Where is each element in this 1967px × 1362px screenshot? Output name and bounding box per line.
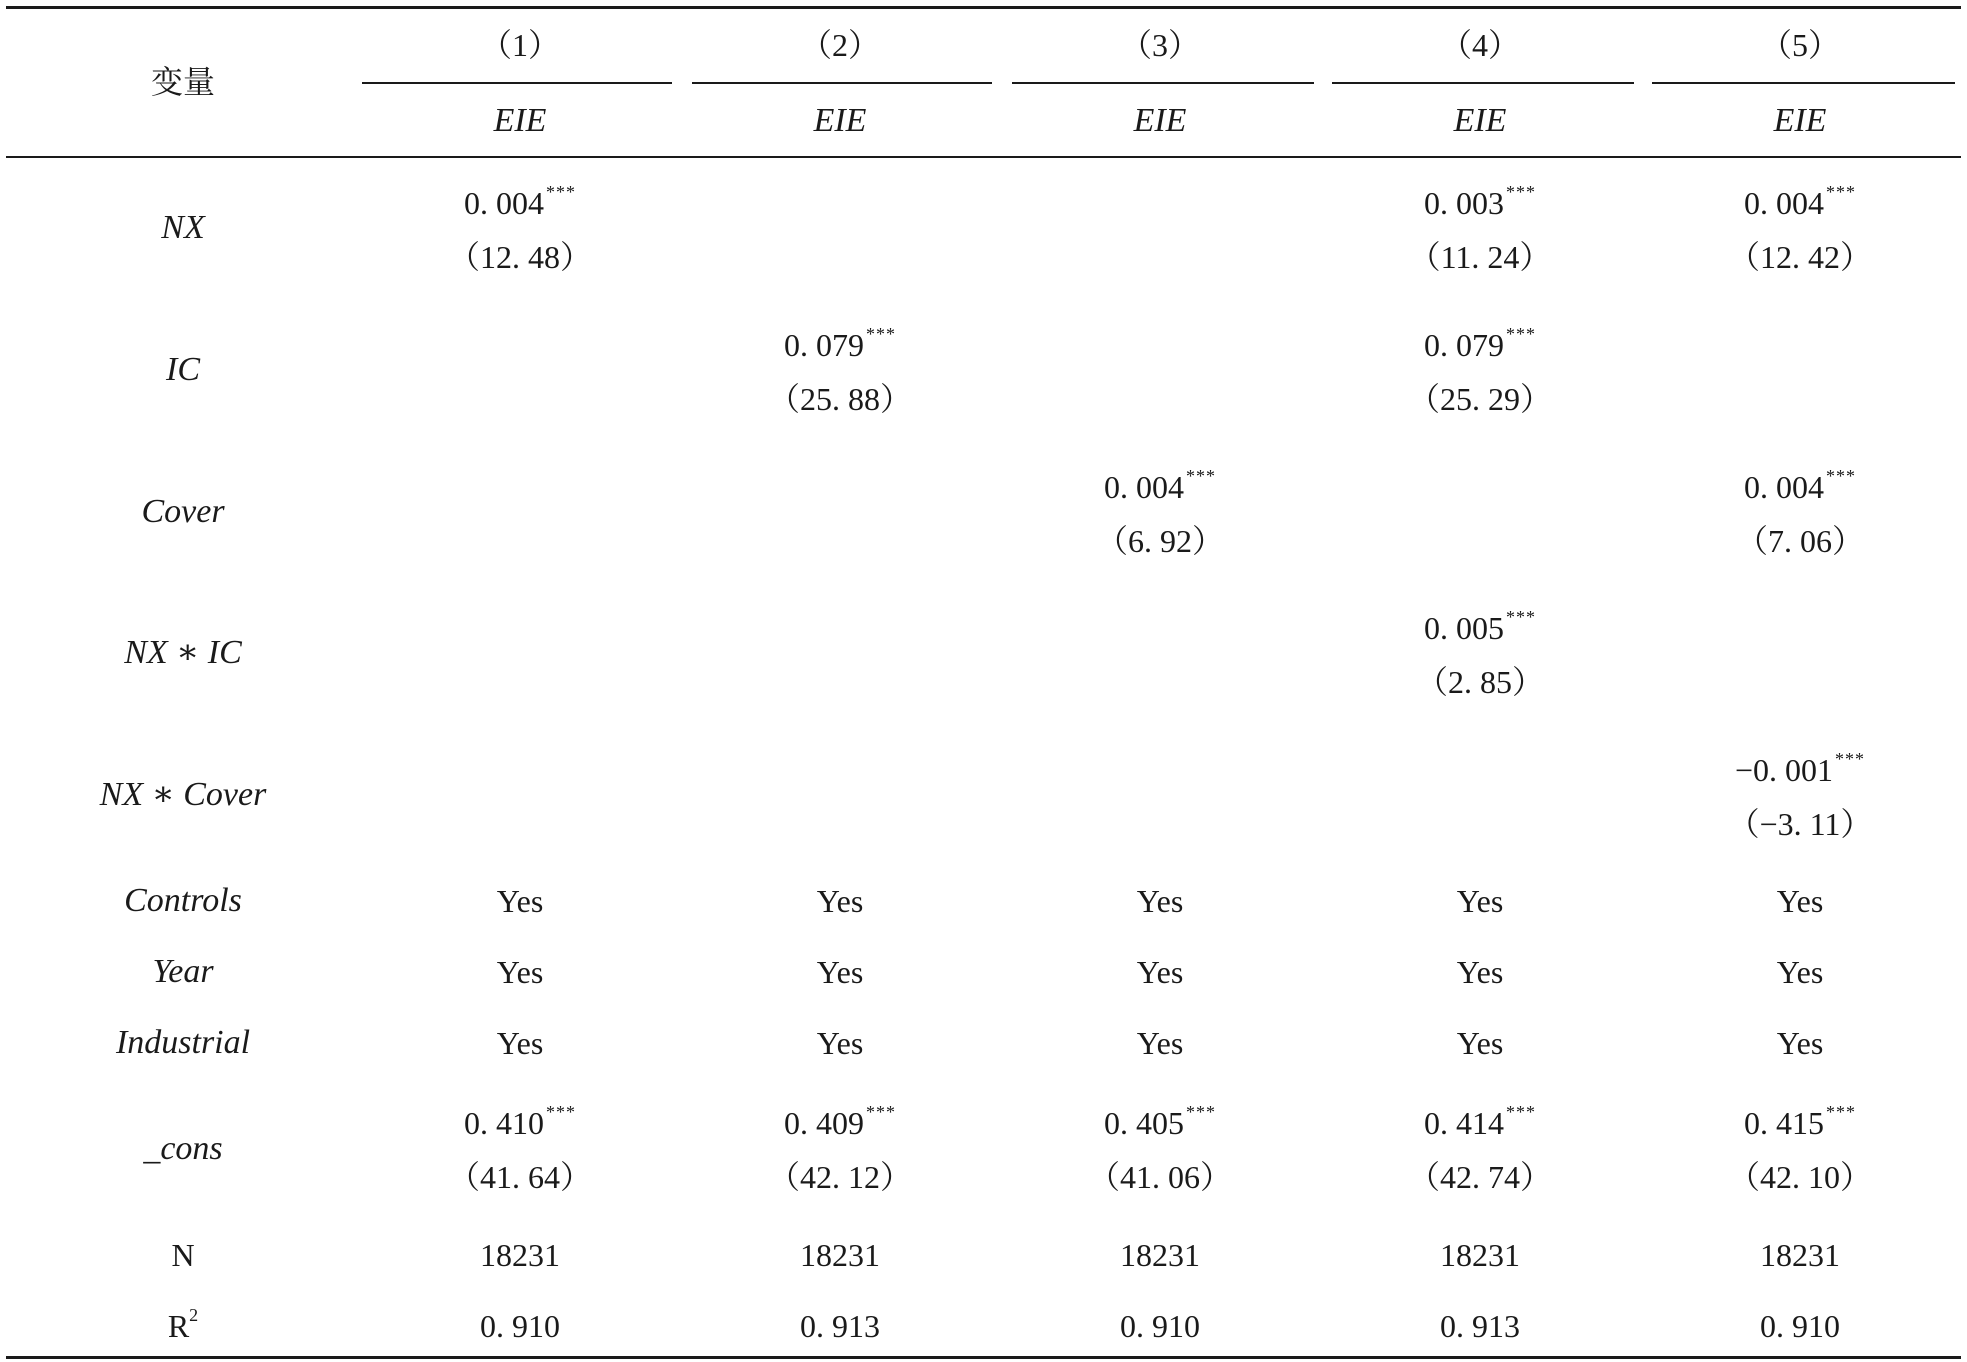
- significance-stars: ***: [1506, 182, 1536, 202]
- t-statistic: （−3. 11）: [1727, 806, 1873, 842]
- fixed-effect-value: Yes: [496, 883, 544, 919]
- significance-stars: ***: [1506, 607, 1536, 627]
- coefficient-value: 0. 004: [1744, 185, 1824, 221]
- row-label: NX ∗ IC: [124, 634, 242, 671]
- r-squared-value: 0. 910: [480, 1308, 560, 1344]
- observations-value: 18231: [480, 1237, 560, 1273]
- fixed-effect-value: Yes: [496, 1025, 544, 1061]
- significance-stars: ***: [1826, 182, 1856, 202]
- t-statistic: （12. 42）: [1727, 239, 1873, 275]
- coefficient-value: 0. 004: [464, 185, 544, 221]
- significance-stars: ***: [866, 1102, 896, 1122]
- row-label: NX: [161, 209, 205, 246]
- t-statistic: （6. 92）: [1095, 523, 1225, 559]
- coefficient: [1424, 324, 1536, 363]
- coefficient-value: 0. 409: [784, 1105, 864, 1141]
- significance-stars: ***: [1826, 466, 1856, 486]
- observations-value: 18231: [1120, 1237, 1200, 1273]
- dependent-variable: EIE: [1133, 102, 1187, 139]
- dependent-variable: EIE: [813, 102, 867, 139]
- column-number: （5）: [1759, 27, 1841, 63]
- col-rule-4: [1332, 82, 1634, 84]
- t-statistic: （41. 64）: [447, 1159, 593, 1195]
- fixed-effect-value: Yes: [1776, 883, 1824, 919]
- t-statistic: （42. 12）: [767, 1159, 913, 1195]
- coefficient: [464, 182, 576, 221]
- fixed-effect-value: Yes: [1456, 954, 1504, 990]
- coefficient-value: 0. 004: [1744, 469, 1824, 505]
- coefficient: [784, 1102, 896, 1141]
- col-rule-1: [362, 82, 672, 84]
- significance-stars: ***: [546, 1102, 576, 1122]
- fixed-effect-value: Yes: [1136, 883, 1184, 919]
- t-statistic: （42. 10）: [1727, 1159, 1873, 1195]
- variable-header: 变量: [150, 64, 216, 100]
- t-statistic: （25. 88）: [767, 381, 913, 417]
- coefficient-value: 0. 405: [1104, 1105, 1184, 1141]
- r-squared-value: 0. 913: [800, 1308, 880, 1344]
- significance-stars: ***: [1835, 749, 1866, 769]
- fixed-effect-value: Yes: [816, 883, 864, 919]
- coefficient-value: 0. 004: [1104, 469, 1184, 505]
- dependent-variable: EIE: [1453, 102, 1507, 139]
- mid-rule: [6, 156, 1961, 158]
- coefficient: [1424, 1102, 1536, 1141]
- coefficient: [784, 324, 896, 363]
- significance-stars: ***: [546, 182, 576, 202]
- coefficient: [1424, 607, 1536, 646]
- top-rule: [6, 6, 1961, 9]
- coefficient: [1744, 1102, 1856, 1141]
- fixed-effect-value: Yes: [496, 954, 544, 990]
- significance-stars: ***: [866, 324, 896, 344]
- observations-value: 18231: [800, 1237, 880, 1273]
- coefficient: [1734, 749, 1866, 788]
- coefficient: [1104, 1102, 1216, 1141]
- observations-value: 18231: [1760, 1237, 1840, 1273]
- coefficient-value: 0. 414: [1424, 1105, 1504, 1141]
- row-label: Industrial: [115, 1024, 251, 1061]
- row-label: _cons: [143, 1130, 223, 1167]
- t-statistic: （7. 06）: [1735, 523, 1865, 559]
- r-squared-value: 0. 913: [1440, 1308, 1520, 1344]
- t-statistic: （2. 85）: [1415, 664, 1545, 700]
- row-label: Year: [152, 953, 214, 990]
- fixed-effect-value: Yes: [816, 954, 864, 990]
- row-label: [167, 1305, 199, 1344]
- coefficient-value: 0. 079: [784, 327, 864, 363]
- row-label: Cover: [141, 493, 225, 530]
- coefficient-value: 0. 003: [1424, 185, 1504, 221]
- fixed-effect-value: Yes: [1776, 954, 1824, 990]
- r-squared-exponent: 2: [189, 1305, 199, 1326]
- significance-stars: ***: [1186, 1102, 1216, 1122]
- bottom-rule: [6, 1356, 1961, 1359]
- t-statistic: （11. 24）: [1408, 239, 1552, 275]
- row-label: IC: [166, 351, 200, 388]
- row-label: NX ∗ Cover: [99, 776, 267, 813]
- fixed-effect-value: Yes: [1136, 1025, 1184, 1061]
- fixed-effect-value: Yes: [1776, 1025, 1824, 1061]
- significance-stars: ***: [1506, 324, 1536, 344]
- coefficient: [1424, 182, 1536, 221]
- coefficient: [1744, 182, 1856, 221]
- significance-stars: ***: [1506, 1102, 1536, 1122]
- coefficient-value: 0. 415: [1744, 1105, 1824, 1141]
- r-squared-value: 0. 910: [1760, 1308, 1840, 1344]
- t-statistic: （12. 48）: [447, 239, 593, 275]
- col-rule-5: [1652, 82, 1955, 84]
- coefficient: [464, 1102, 576, 1141]
- row-label: Controls: [124, 882, 242, 919]
- fixed-effect-value: Yes: [1136, 954, 1184, 990]
- t-statistic: （42. 74）: [1407, 1159, 1553, 1195]
- significance-stars: ***: [1826, 1102, 1856, 1122]
- col-rule-2: [692, 82, 992, 84]
- column-number: （4）: [1439, 27, 1521, 63]
- column-number: （1）: [479, 27, 561, 63]
- coefficient: [1744, 466, 1856, 505]
- column-number: （2）: [799, 27, 881, 63]
- coefficient-value: −0. 001: [1734, 752, 1834, 788]
- coefficient-value: 0. 079: [1424, 327, 1504, 363]
- t-statistic: （25. 29）: [1407, 381, 1553, 417]
- r-squared-value: 0. 910: [1120, 1308, 1200, 1344]
- fixed-effect-value: Yes: [1456, 1025, 1504, 1061]
- dependent-variable: EIE: [493, 102, 547, 139]
- observations-value: 18231: [1440, 1237, 1520, 1273]
- significance-stars: ***: [1186, 466, 1216, 486]
- coefficient: [1104, 466, 1216, 505]
- column-number: （3）: [1119, 27, 1201, 63]
- row-label: N: [171, 1237, 195, 1273]
- col-rule-3: [1012, 82, 1314, 84]
- fixed-effect-value: Yes: [816, 1025, 864, 1061]
- coefficient-value: 0. 410: [464, 1105, 544, 1141]
- dependent-variable: EIE: [1773, 102, 1827, 139]
- fixed-effect-value: Yes: [1456, 883, 1504, 919]
- t-statistic: （41. 06）: [1087, 1159, 1233, 1195]
- r-squared-label: R: [167, 1308, 190, 1344]
- coefficient-value: 0. 005: [1424, 610, 1504, 646]
